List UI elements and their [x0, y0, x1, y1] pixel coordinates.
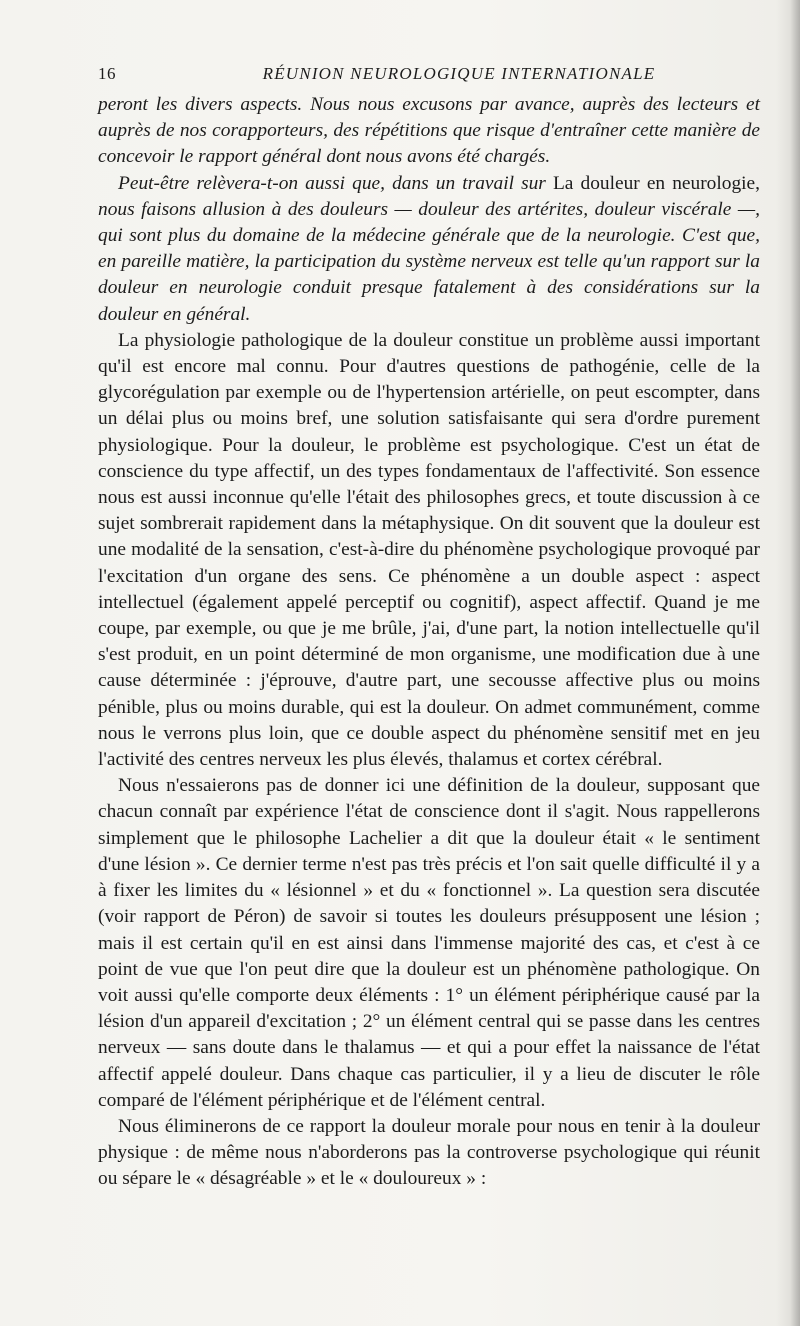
text-segment: nous faisons allusion à des douleurs — douleur des artérites, douleur viscérale —, qui sont plus du domaine de la médecine générale que de la neurologie. C'est que, en pareille matière, la participation du système nerveux est telle qu'un rapport sur la douleur en neurologie conduit presque fatalement à des considérations sur la douleur en général. — [98, 198, 760, 325]
body-text — [98, 92, 760, 1193]
page-edge-shadow — [790, 0, 800, 1326]
text-segment: Nous éliminerons de ce rapport la douleur morale pour nous en tenir à la douleur physique : de même nous n'aborderons pas la controverse psychologique qui réunit ou sépare le « désagréable » et le « douloureux » : — [98, 1115, 760, 1190]
paragraph-neurology-scope — [98, 171, 760, 328]
running-title: RÉUNION NEUROLOGIQUE INTERNATIONALE — [262, 64, 656, 83]
paragraph-definition — [98, 773, 760, 1114]
text-segment: La physiologie pathologique de la douleur constitue un problème aussi important qu'il est encore mal connu. Pour d'autres questions de pathogénie, celle de la glycorégulation par exemple ou de l'hypertension artérielle, on peut escompter, dans un délai plus ou moins bref, une solution satisfaisante qui sera d'ordre purement physiologique. Pour la douleur, le problème est psychologique. C'est un état de conscience du type affectif, un des types fondamentaux de l'affectivité. Son essence nous est aussi inconnue qu'elle l'était des philosophes grecs, et toute discussion à ce sujet sombrerait rapidement dans la métaphysique. On dit souvent que la douleur est une modalité de la sensation, c'est-à-dire du phénomène psychologique provoqué par l'excitation d'un organe des sens. Ce phénomène a un double aspect : aspect intellectuel (également appelé perceptif ou cognitif), aspect affectif. Quand je me coupe, par exemple, ou que je me brûle, j'ai, d'une part, la notion intellectuelle qu'il s'est produit, en un point déterminé de mon organisme, une modification due à une cause déterminée : j'éprouve, d'autre part, une secousse affective plus ou moins pénible, plus ou moins durable, qui est la douleur. On admet communément, comme nous le verrons plus loin, que ce double aspect du phénomène sensitif met en jeu l'activité des centres nerveux les plus élevés, thalamus et cortex cérébral. — [98, 329, 760, 771]
paragraph-physiology — [98, 328, 760, 773]
text-segment: Nous n'essaierons pas de donner ici une définition de la douleur, supposant que chacun connaît par expérience l'état de conscience dont il s'agit. Nous rappellerons simplement que le philosophe Lachelier a dit que la douleur était « le sentiment d'une lésion ». Ce dernier terme n'est pas très précis et l'on sait quelle difficulté il y a à fixer les limites du « lésionnel » et du « fonctionnel ». La question sera discutée (voir rapport de Péron) de savoir si toutes les douleurs présupposent une lésion ; mais il est certain qu'il en est ainsi dans l'immense majorité des cas, et c'est à ce point de vue que l'on peut dire que la douleur est un phénomène pathologique. On voit aussi qu'elle comporte deux éléments : 1° un élément périphérique causé par la lésion d'un appareil d'excitation ; 2° un élément central qui se passe dans les centres nerveux — sans doute dans le thalamus — et qui a pour effet la naissance de l'état affectif appelé douleur. Dans chaque cas particulier, il y a lieu de discuter le rôle comparé de l'élément périphérique et de l'élément central. — [98, 775, 760, 1111]
paragraph-intro-continued — [98, 92, 760, 171]
paragraph-moral-pain — [98, 1114, 760, 1193]
text-segment: Peut-être relèvera-t-on aussi que, dans un travail sur — [118, 172, 553, 194]
page-header — [98, 64, 760, 88]
report-title-inline: La douleur en neurologie, — [552, 172, 760, 194]
text-segment: peront les divers aspects. Nous nous excusons par avance, auprès des lecteurs et auprès de nos corapporteurs, des répétitions que risque d'entraîner cette manière de concevoir le rapport général dont nous avons été chargés. — [98, 94, 760, 168]
page-number: 16 — [98, 64, 116, 83]
